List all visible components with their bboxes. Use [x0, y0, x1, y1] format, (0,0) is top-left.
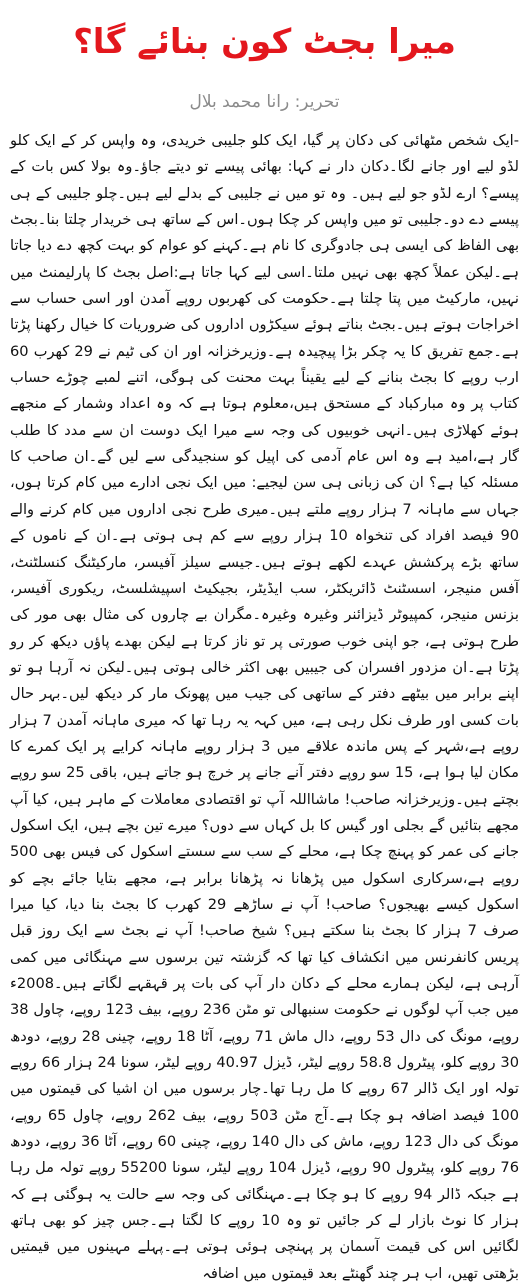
article-paragraph: -ایک شخص مٹھائی کی دکان پر گیا، ایک کلو جلیبی خریدی، وہ واپس کر کے ایک کلو لڈو لیے اور جانے لگا۔دکان دار نے کہا: بھائی پیسے تو دیتے جاؤ۔وہ بولا کس بات کے پیسے؟ ارے لڈو جو لیے ہیں۔ وہ تو میں نے جلیبی کے بدلے لیے ہیں۔چلو جلیبی کے ہی پیسے دے دو۔جلیبی تو میں واپس کر چکا ہوں۔اس کے ساتھ ہی خریدار چلتا بنا۔بجٹ بھی الفاظ کی ایسی ہی جادوگری کا نام ہے۔کہنے کو عوام کو بہت کچھ دے دیا جاتا ہے۔لیکن عملاً کچھ بھی نہیں ملتا۔اسی لیے کہا جاتا ہے:اصل بجٹ کا پارلیمنٹ میں نہیں، مارکیٹ میں پتا چلتا ہے۔حکومت کی کھربوں روپے آمدن اور اسی حساب سے اخراجات ہوتے ہیں۔بجٹ بناتے ہوئے سیکڑوں اداروں کی ضروریات کا خیال رکھنا پڑتا ہے۔جمع تفریق کا یہ چکر بڑا پیچیدہ ہے۔وزیرخزانہ اور ان کی ٹیم نے 29 کھرب 60 ارب روپے کا بجٹ بنانے کے لیے یقیناً بہت محنت کی ہوگی، اتنے لمبے چوڑے حساب کتاب پر وہ مبارکباد کے مستحق ہیں،معلوم ہوتا ہے کہ وہ اعداد وشمار کے منجھے ہوئے کھلاڑی ہیں۔انہی خوبیوں کی وجہ سے میرا ایک دوست ان سے مدد کا طلب گار ہے،امید ہے وہ اس عام آدمی کی اپیل کو سنجیدگی سے لیں گے۔ان صاحب کا مسئلہ کیا ہے؟ ان کی زبانی ہی سن لیجیے: میں ایک نجی ادارے میں کام کرتا ہوں، جہاں سے ماہانہ 7 ہزار روپے ملتے ہیں۔میری طرح نجی اداروں میں کام کرنے والے 90 فیصد افراد کی تنخواہ 10 ہزار روپے سے کم ہی ہوتی ہے۔ان کے ناموں کے ساتھ بڑے پرکشش عہدے لکھے ہوتے ہیں۔جیسے سیلز آفیسر، مارکیٹنگ کنسلٹنٹ، آفس منیجر، اسسٹنٹ ڈائریکٹر، سب ایڈیٹر، بجیکیٹ اسپیشلسٹ، ریکوری آفیسر، بزنس منیجر، کمپیوٹر ڈیزائنر وغیرہ وغیرہ۔مگران بے چاروں کی مثال بھی مور کی طرح ہوتی ہے، جو اپنی خوب صورتی پر تو ناز کرتا ہے لیکن بھدے پاؤں دیکھ کر رو پڑتا ہے۔ان مزدور افسران کی جیبیں بھی اکثر خالی ہوتی ہیں۔لیکن نہ آرہا ہو تو اپنے برابر میں بیٹھے دفتر کے ساتھی کی جیب میں پھونک مار کر دیکھ لیں۔بہر حال بات کسی اور طرف نکل رہی ہے، میں کہہ یہ رہا تھا کہ میری ماہانہ آمدن 7 ہزار روپے ہے،شہر کے پس ماندہ علاقے میں 3 ہزار روپے ماہانہ کرایے پر ایک کمرے کا مکان لیا ہوا ہے، 15 سو روپے دفتر آنے جانے پر خرچ ہو جاتے ہیں، باقی 25 سو روپے بچتے ہیں۔وزیرخزانہ صاحب! ماشااللہ آپ تو اقتصادی معاملات کے ماہر ہیں، کیا آپ مجھے بتائیں گے بجلی اور گیس کا بل کہاں سے دوں؟ میرے تین بچے ہیں، ایک اسکول جانے کی عمر کو پہنچ چکا ہے، محلے کے سب سے سستے اسکول کی فیس بھی 500 روپے ہے،سرکاری اسکول میں پڑھانا نہ پڑھانا برابر ہے، مجھے بتایا جائے بچے کو اسکول کیسے بھیجوں؟ صاحب! آپ نے ساڑھے 29 کھرب کا بجٹ بنا دیا، کیا میرا صرف 7 ہزار کا بجٹ بنا سکتے ہیں؟ شیخ صاحب! آپ نے بجٹ سے ایک روز قبل پریس کانفرنس میں انکشاف کیا تھا کہ گزشتہ تین برسوں سے مہنگائی میں کمی آرہی ہے، لیکن ہمارے محلے کے دکان دار آپ کی بات پر قہقہے لگاتے ہیں۔2008ء میں جب آپ لوگوں نے حکومت سنبھالی تو مٹن 236 روپے، بیف 123 روپے، چاول 38 روپے، مونگ کی دال 53 روپے، دال ماش 71 روپے، آٹا 18 روپے، چینی 28 روپے، دودھ 30 روپے کلو، پیٹرول 58.8 روپے لیٹر، ڈیزل 40.97 روپے لیٹر، سونا 24 ہزار 66 روپے تولہ اور ایک ڈالر 67 روپے کا مل رہا تھا۔چار برسوں میں ان اشیا کی قیمتوں میں 100 فیصد اضافہ ہو چکا ہے۔آج مٹن 503 روپے، بیف 262 روپے، چاول 65 روپے، مونگ کی دال 123 روپے، ماش کی دال 140 روپے، چینی 60 روپے، آٹا 36 روپے، دودھ 76 روپے کلو، پیٹرول 90 روپے، ڈیزل 104 روپے لیٹر، سونا 55200 روپے تولہ مل رہا ہے جبکہ ڈالر 94 روپے کا ہو چکا ہے۔مہنگائی کی وجہ سے حالت یہ ہوگئی ہے کہ ہزار کا نوٹ بازار لے کر جائیں تو وہ 10 روپے کا لگتا ہے۔جس چیز کو بھی ہاتھ لگائیں اس کی قیمت آسمان پر پہنچی ہوئی ہوتی ہے۔پہلے مہینوں میں قیمتیں بڑھتی تھیں، اب ہر چند گھنٹے بعد قیمتوں میں اضافہ: [10, 132, 520, 1282]
article-body: [10, 128, 519, 1287]
article-byline: تحریر: رانا محمد بلال: [189, 92, 340, 112]
article-title: میرا بجٹ کون بنائے گا؟: [73, 22, 456, 62]
